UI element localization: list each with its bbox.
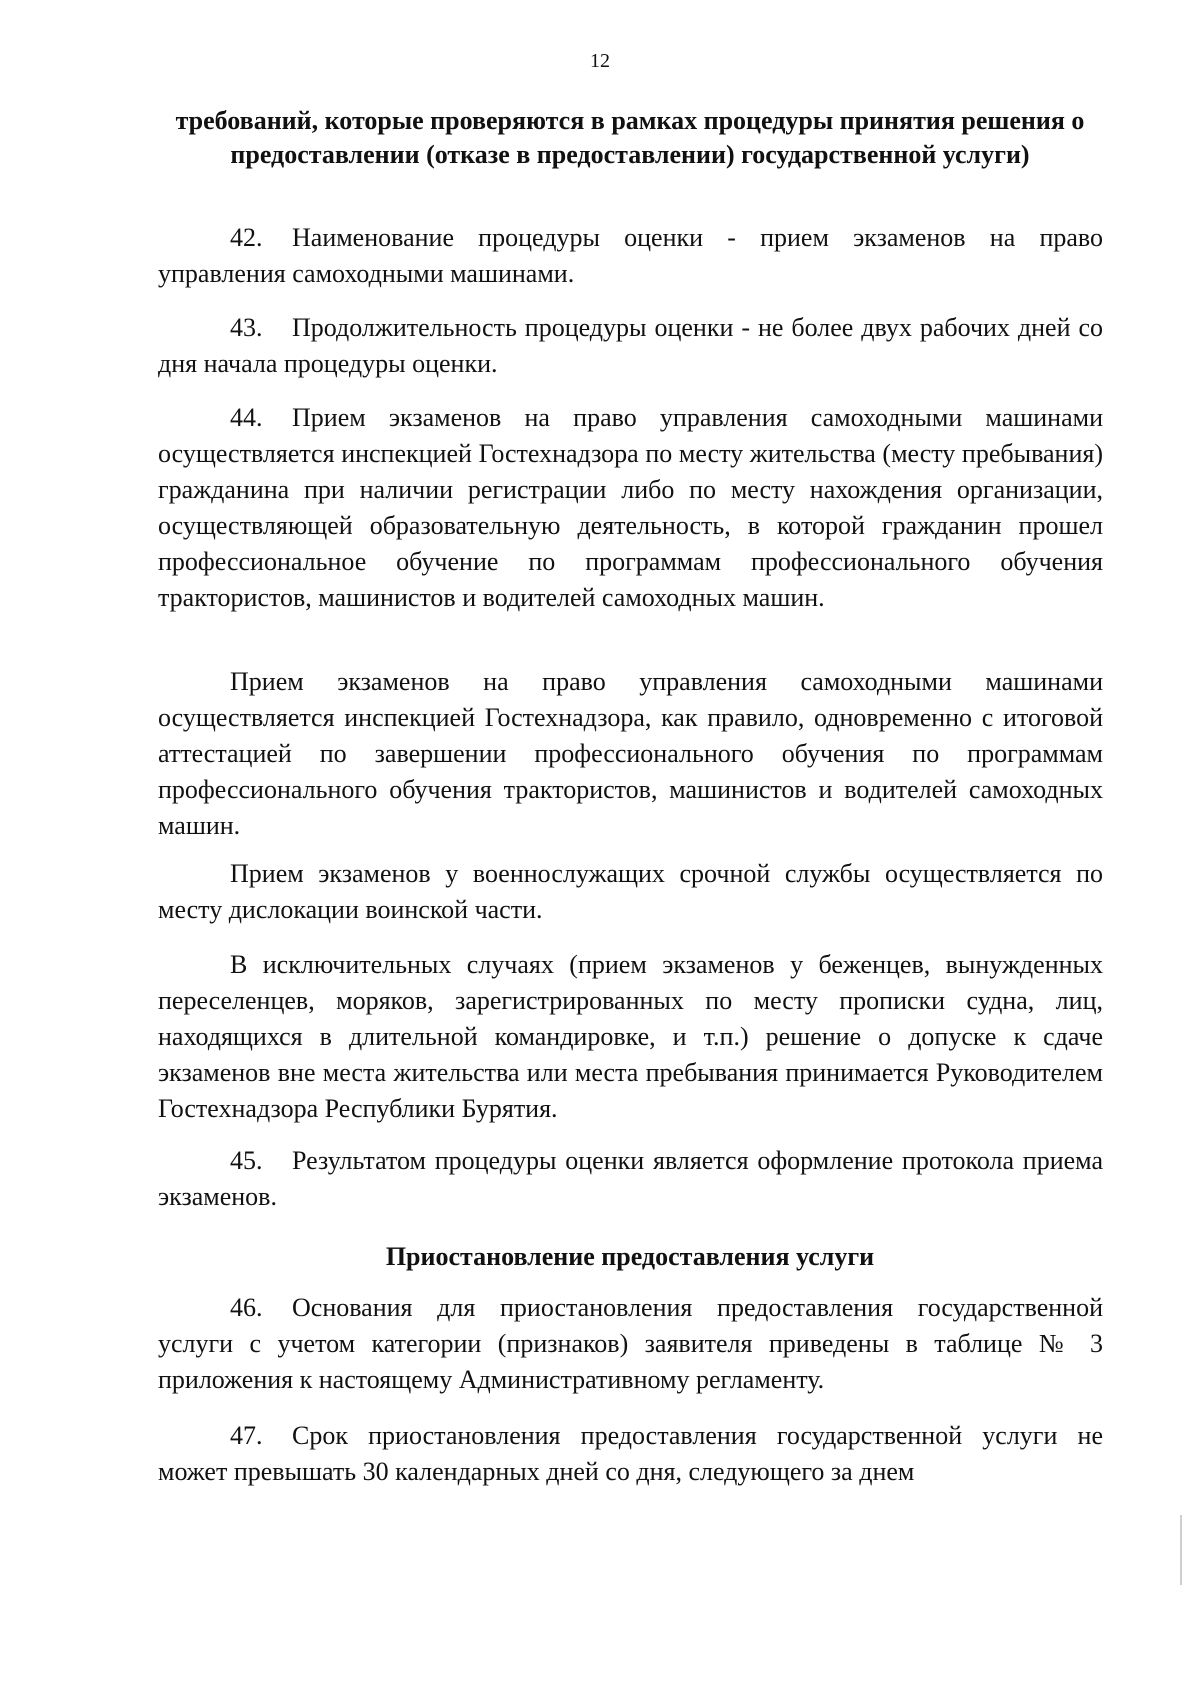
page-number: 12 [590, 50, 610, 72]
paragraph-text: Прием экзаменов на право управления самоходными машинами осуществляется инспекцией Гостехнадзора по месту жительства (месту пребывания) гражданина при наличии регистрации либо по месту нахождения организации, осуществляющей образовательную деятельность, в которой гражданин прошел профессиональное обучение по программам профессионального обучения трактористов, машинистов и водителей самоходных машин. [158, 403, 1103, 612]
scan-edge-mark [1180, 1515, 1182, 1585]
paragraph-number: 42. [230, 223, 263, 252]
paragraph-number: 46. [230, 1293, 263, 1322]
paragraph-number: 45. [230, 1146, 263, 1175]
paragraph-text: Прием экзаменов у военнослужащих срочной службы осуществляется по месту дислокации воинской части. [158, 859, 1103, 924]
paragraph-42 [158, 220, 1103, 292]
paragraph-text: Результатом процедуры оценки является оформление протокола приема экзаменов. [158, 1146, 1103, 1211]
paragraph-exceptional-cases [158, 947, 1103, 1127]
paragraph-text: В исключительных случаях (прием экзаменов у беженцев, вынужденных переселенцев, моряков, зарегистрированных по месту прописки судна, лиц, находящихся в длительной командировке, и т.п.) решение о допуске к сдаче экзаменов вне места жительства или места пребывания принимается Руководителем Гостехнадзора Республики Бурятия. [158, 950, 1103, 1123]
section-heading-requirements: требований, которые проверяются в рамках процедуры принятия решения о предоставлении (отказе в предоставлении) государственной услуги) [175, 106, 1085, 169]
paragraph-47 [158, 1418, 1103, 1490]
paragraph-text: Наименование процедуры оценки - прием экзаменов на право управления самоходными машинами. [158, 223, 1103, 288]
paragraph-46 [158, 1290, 1103, 1398]
paragraph-43 [158, 310, 1103, 382]
paragraph-text: Основания для приостановления предоставления государственной услуги с учетом категории (признаков) заявителя приведены в таблице № 3 приложения к настоящему Административному регламенту. [158, 1293, 1103, 1394]
section-heading-suspension: Приостановление предоставления услуги [385, 1242, 875, 1271]
paragraph-text: Продолжительность процедуры оценки - не более двух рабочих дней со дня начала процедуры оценки. [158, 313, 1103, 378]
paragraph-text: Срок приостановления предоставления государственной услуги не может превышать 30 календарных дней со дня, следующего за днем [158, 1421, 1103, 1486]
paragraph-number: 47. [230, 1421, 263, 1450]
paragraph-number: 44. [230, 403, 263, 432]
paragraph-military [158, 856, 1103, 928]
paragraph-44 [158, 400, 1103, 616]
paragraph-45 [158, 1143, 1103, 1215]
paragraph-exam-attestation [158, 664, 1103, 844]
paragraph-number: 43. [230, 313, 263, 342]
paragraph-text: Прием экзаменов на право управления самоходными машинами осуществляется инспекцией Гостехнадзора, как правило, одновременно с итоговой аттестацией по завершении профессионального обучения по программам профессионального обучения трактористов, машинистов и водителей самоходных машин. [158, 667, 1103, 840]
